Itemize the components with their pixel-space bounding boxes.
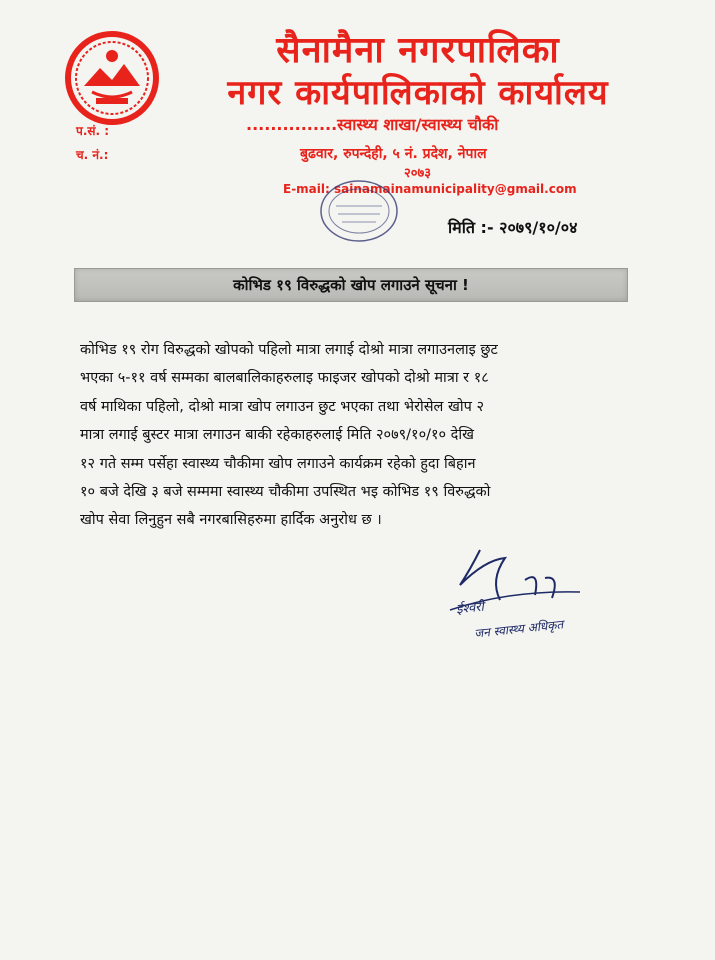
office-stamp-icon (316, 176, 402, 246)
body-line: वर्ष माथिका पहिलो, दोश्रो मात्रा खोप लगाउन छुट भएका तथा भेरोसेल खोप २ (80, 398, 485, 415)
office-address: बुढवार, रुपन्देही, ५ नं. प्रदेश, नेपाल (300, 146, 487, 162)
notice-title-bar (74, 268, 628, 302)
body-line: भएका ५-११ वर्ष सम्मका बालबालिकाहरुलाइ फाइजर खोपको दोश्रो मात्रा र १८ (80, 370, 489, 387)
municipality-logo-icon (62, 28, 162, 128)
reference-label: प.सं. : (76, 124, 110, 138)
municipality-name: सैनामैना नगरपालिका (276, 30, 560, 71)
dispatch-number-label: च. नं.: (76, 148, 109, 162)
notice-title: कोभिड १९ विरुद्धको खोप लगाउने सूचना ! (233, 276, 469, 294)
office-name: नगर कार्यपालिकाको कार्यालय (227, 73, 609, 113)
signatory-role: जन स्वास्थ्य अधिकृत (473, 617, 564, 641)
branch-line: ...............स्वास्थ्य शाखा/स्वास्थ्य चौकी (246, 115, 499, 134)
body-line: मात्रा लगाई बुस्टर मात्रा लगाउन बाकी रहेकाहरुलाई मिति २०७९/१०/१० देखि (80, 427, 475, 444)
body-line: १० बजे देखि ३ बजे सम्ममा स्वास्थ्य चौकीमा उपस्थित भइ कोभिड १९ विरुद्धको (80, 484, 491, 501)
signatory-name: ईश्वरी (455, 599, 485, 618)
body-line: कोभिड १९ रोग विरुद्धको खोपको पहिलो मात्रा लगाई दोश्रो मात्रा लगाउनलाइ छुट (80, 342, 498, 358)
body-line: १२ गते सम्म पर्सेहा स्वास्थ्य चौकीमा खोप लगाउने कार्यक्रम रहेको हुदा बिहान (80, 455, 476, 472)
notice-body (80, 336, 640, 535)
letter-date: मिति :- २०७९/१०/०४ (448, 218, 578, 237)
body-line: खोप सेवा लिनुहुन सबै नगरबासिहरुमा हार्दिक अनुरोध छ । (80, 512, 382, 529)
office-email: E-mail: sainamainamunicipality@gmail.com (283, 182, 577, 196)
established-year: २०७३ (404, 166, 432, 181)
